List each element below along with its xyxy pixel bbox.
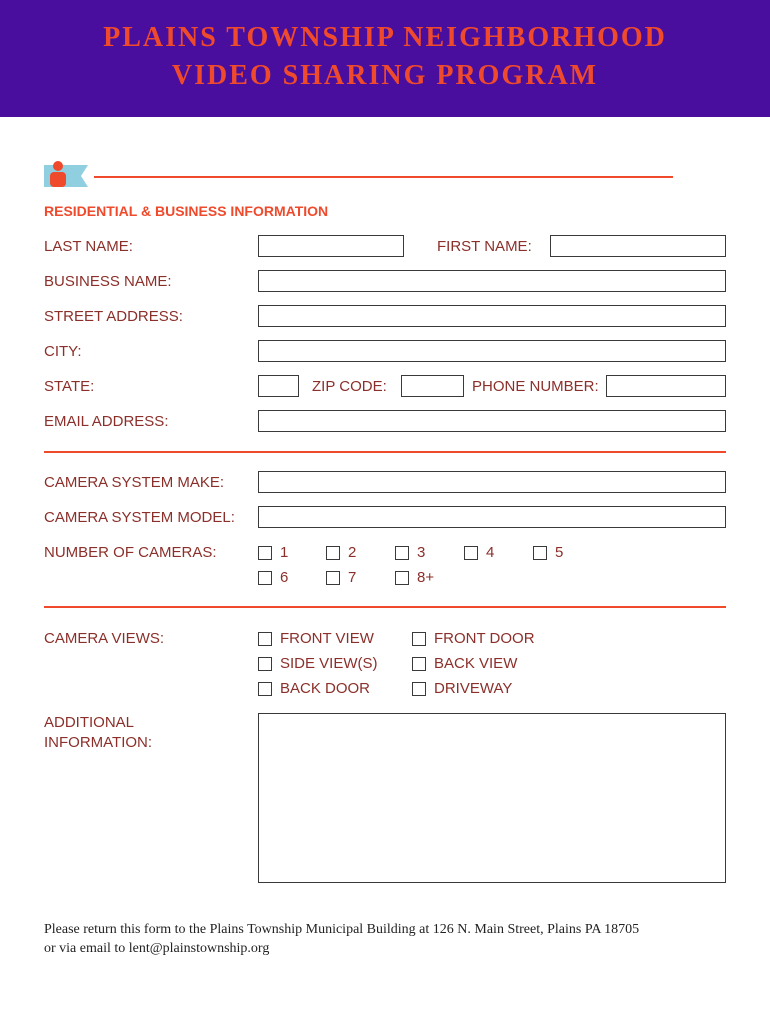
camera-count-checkbox-1[interactable] — [258, 546, 272, 560]
last-name-label: LAST NAME: — [44, 238, 133, 255]
first-name-label: FIRST NAME: — [437, 238, 532, 255]
camera-make-field[interactable] — [258, 471, 726, 493]
camera-model-label: CAMERA SYSTEM MODEL: — [44, 509, 235, 526]
camera-count-checkbox-7[interactable] — [326, 571, 340, 585]
city-field[interactable] — [258, 340, 726, 362]
camera-model-field[interactable] — [258, 506, 726, 528]
view-driveway-checkbox[interactable] — [412, 682, 426, 696]
street-address-field[interactable] — [258, 305, 726, 327]
view-front-view-checkbox[interactable] — [258, 632, 272, 646]
view-front-door-label: FRONT DOOR — [434, 630, 535, 647]
camera-count-checkbox-5[interactable] — [533, 546, 547, 560]
view-side-views-label: SIDE VIEW(S) — [280, 655, 378, 672]
section-divider-2 — [44, 606, 726, 608]
view-side-views-checkbox[interactable] — [258, 657, 272, 671]
camera-count-label: NUMBER OF CAMERAS: — [44, 544, 217, 561]
view-back-door-checkbox[interactable] — [258, 682, 272, 696]
additional-info-label-line2: INFORMATION: — [44, 734, 153, 751]
first-name-field[interactable] — [550, 235, 726, 257]
business-name-field[interactable] — [258, 270, 726, 292]
email-address-field[interactable] — [258, 410, 726, 432]
section-divider-1 — [44, 451, 726, 453]
view-front-door-checkbox[interactable] — [412, 632, 426, 646]
camera-views-label: CAMERA VIEWS: — [44, 630, 165, 647]
view-driveway-label: DRIVEWAY — [434, 680, 513, 697]
page-title-line2: VIDEO SHARING PROGRAM — [171, 60, 599, 91]
phone-number-label: PHONE NUMBER: — [472, 378, 599, 395]
email-address-label: EMAIL ADDRESS: — [44, 413, 169, 430]
section-rule-top — [94, 176, 673, 178]
camera-count-option-7: 7 — [348, 569, 357, 586]
residential-heading: RESIDENTIAL & BUSINESS INFORMATION — [44, 203, 329, 219]
business-name-label: BUSINESS NAME: — [44, 273, 172, 290]
street-address-label: STREET ADDRESS: — [44, 308, 183, 325]
view-back-view-label: BACK VIEW — [434, 655, 518, 672]
camera-count-option-8plus: 8+ — [417, 569, 435, 586]
city-label: CITY: — [44, 343, 82, 360]
header-banner — [0, 0, 770, 117]
camera-count-option-6: 6 — [280, 569, 289, 586]
page-title-line1: PLAINS TOWNSHIP NEIGHBORHOOD — [103, 22, 667, 53]
camera-make-label: CAMERA SYSTEM MAKE: — [44, 474, 225, 491]
camera-count-checkbox-3[interactable] — [395, 546, 409, 560]
view-front-view-label: FRONT VIEW — [280, 630, 374, 647]
camera-count-option-3: 3 — [417, 544, 426, 561]
footer-line2: or via email to lent@plainstownship.org — [44, 941, 270, 956]
state-label: STATE: — [44, 378, 95, 395]
view-back-door-label: BACK DOOR — [280, 680, 371, 697]
additional-info-label-line1: ADDITIONAL — [44, 714, 135, 731]
camera-count-checkbox-6[interactable] — [258, 571, 272, 585]
additional-info-textarea[interactable] — [258, 713, 726, 883]
phone-number-field[interactable] — [606, 375, 726, 397]
view-back-view-checkbox[interactable] — [412, 657, 426, 671]
state-field[interactable] — [258, 375, 299, 397]
person-icon — [44, 160, 90, 188]
camera-count-option-2: 2 — [348, 544, 357, 561]
camera-count-option-4: 4 — [486, 544, 495, 561]
camera-count-checkbox-8plus[interactable] — [395, 571, 409, 585]
camera-count-option-1: 1 — [280, 544, 289, 561]
camera-count-checkbox-4[interactable] — [464, 546, 478, 560]
last-name-field[interactable] — [258, 235, 404, 257]
camera-count-checkbox-2[interactable] — [326, 546, 340, 560]
footer-line1: Please return this form to the Plains Township Municipal Building at 126 N. Main Street, Plains PA 18705 — [44, 922, 640, 937]
zip-code-label: ZIP CODE: — [312, 378, 387, 395]
camera-count-option-5: 5 — [555, 544, 564, 561]
zip-code-field[interactable] — [401, 375, 464, 397]
